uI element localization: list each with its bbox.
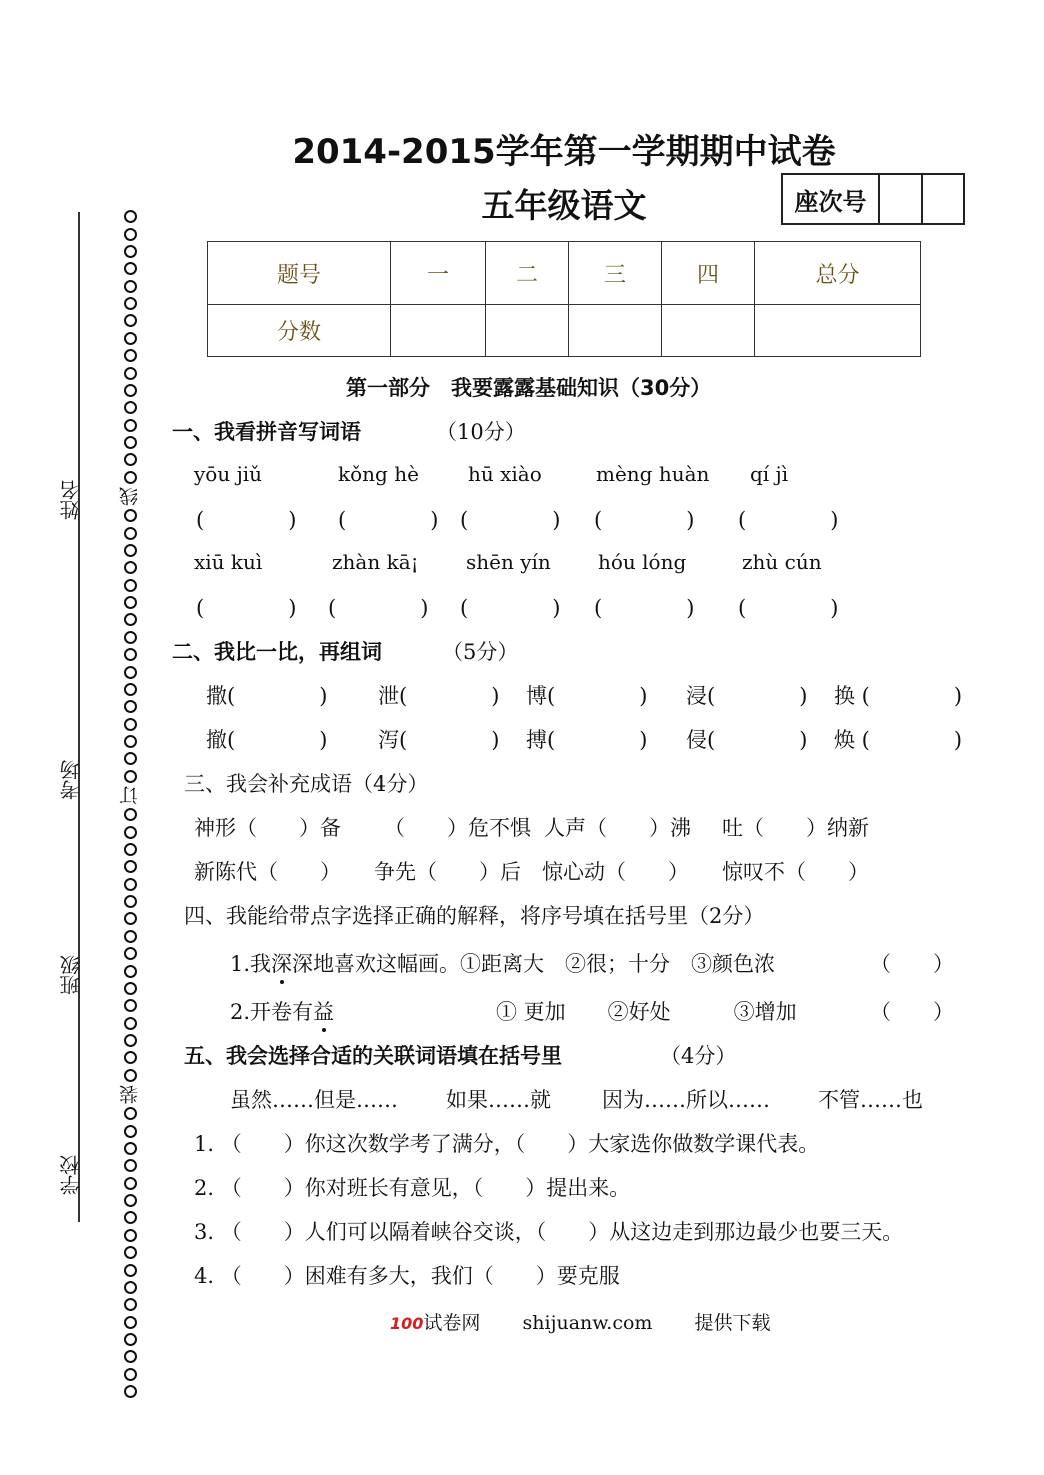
binding-char: 线: [119, 487, 141, 506]
idiom-item: 新陈代（ ）: [194, 860, 341, 884]
binding-circle: [124, 1211, 137, 1224]
score-header-cell: 二: [486, 242, 569, 305]
score-cell[interactable]: [391, 305, 486, 357]
word-item: 换 ( ): [834, 684, 963, 708]
binding-circle: [124, 1368, 137, 1381]
binding-circle-column: [119, 208, 141, 1400]
conjunction-option: 虽然……但是……: [230, 1088, 398, 1112]
binding-circle: [124, 1142, 137, 1155]
binding-circle: [124, 544, 137, 557]
pinyin: zhàn kā¡: [332, 550, 419, 574]
binding-circle: [124, 384, 137, 397]
question-5-score: （4分）: [660, 1044, 737, 1068]
question-3-heading: 三、我会补充成语（4分）: [184, 772, 429, 796]
binding-circle: [124, 1350, 137, 1363]
dotted-char: 深: [271, 948, 292, 978]
question-4-heading: 四、我能给带点字选择正确的解释，将序号填在括号里（2分）: [184, 904, 765, 928]
binding-circle: [124, 808, 137, 821]
idiom-item: 神形（ ）备: [194, 816, 341, 840]
binding-circle: [124, 1051, 137, 1064]
binding-circle: [124, 1333, 137, 1346]
binding-circle: [124, 878, 137, 891]
word-item: 撒( ): [206, 684, 328, 708]
answer-blank[interactable]: ( ): [196, 596, 297, 620]
binding-circle: [124, 947, 137, 960]
binding-circle: [124, 982, 137, 995]
binding-circle: [124, 1069, 137, 1082]
answer-blank[interactable]: ( ): [594, 508, 695, 532]
word-item: 焕 ( ): [834, 728, 963, 752]
page-title: 2014-2015学年第一学期期中试卷: [292, 132, 836, 172]
site-domain[interactable]: shijuanw.com: [522, 1312, 653, 1334]
question-1-heading: 一、我看拼音写词语: [172, 420, 361, 444]
binding-circle: [124, 314, 137, 327]
score-cell[interactable]: [755, 305, 921, 357]
pinyin: kǒng hè: [338, 462, 419, 486]
binding-circle: [124, 1177, 137, 1190]
binding-circle: [124, 683, 137, 696]
binding-circle: [124, 367, 137, 380]
exam-room-label: 考场: [59, 760, 83, 800]
pinyin: hóu lóng: [598, 550, 687, 574]
binding-circle: [124, 509, 137, 522]
question-1-score: （10分）: [436, 420, 526, 444]
page-subtitle: 五年级语文: [481, 186, 647, 225]
question-2-score: （5分）: [442, 640, 519, 664]
binding-circle: [124, 401, 137, 414]
binding-circle: [124, 826, 137, 839]
answer-blank[interactable]: ( ): [594, 596, 695, 620]
binding-circle: [124, 561, 137, 574]
pinyin: hū xiào: [468, 462, 542, 486]
binding-circle: [124, 280, 137, 293]
binding-circle: [124, 648, 137, 661]
score-row-label: 分数: [208, 305, 391, 357]
score-header-cell: 四: [662, 242, 755, 305]
binding-circle: [124, 262, 137, 275]
binding-circle: [124, 912, 137, 925]
binding-circle: [124, 666, 137, 679]
score-cell[interactable]: [486, 305, 569, 357]
binding-circle: [124, 245, 137, 258]
sentence-item: 2. （ ）你对班长有意见，（ ）提出来。: [194, 1176, 631, 1200]
binding-circle: [124, 770, 137, 783]
binding-circle: [124, 1159, 137, 1172]
site-logo: 100: [390, 1314, 424, 1333]
answer-blank[interactable]: （ ）: [870, 952, 954, 976]
binding-circle: [124, 1194, 137, 1207]
part-heading: 第一部分 我要露露基础知识（30分）: [346, 376, 712, 400]
idiom-item: 争先（ ）后: [374, 860, 521, 884]
word-item: 撤( ): [206, 728, 328, 752]
class-label: 班级: [59, 955, 83, 995]
sentence-item: 4. （ ）困难有多大，我们（ ）要克服: [194, 1264, 620, 1288]
binding-circle: [124, 700, 137, 713]
pinyin: yōu jiǔ: [194, 462, 263, 486]
pinyin: zhù cún: [742, 550, 822, 574]
score-header-cell: 题号: [208, 242, 391, 305]
binding-circle: [124, 1034, 137, 1047]
word-item: 搏( ): [526, 728, 648, 752]
binding-circle: [124, 718, 137, 731]
binding-circle: [124, 1264, 137, 1277]
pinyin: shēn yín: [466, 550, 551, 574]
question-2-heading: 二、我比一比，再组词: [172, 640, 382, 664]
school-label: 学校: [59, 1155, 83, 1195]
binding-circle: [124, 579, 137, 592]
site-name: 试卷网: [423, 1312, 481, 1334]
answer-blank[interactable]: ( ): [738, 508, 839, 532]
seat-number-cell[interactable]: [880, 175, 923, 223]
binding-circle: [124, 965, 137, 978]
binding-circle: [124, 999, 137, 1012]
answer-blank[interactable]: ( ): [196, 508, 297, 532]
conjunction-option: 如果……就: [446, 1088, 551, 1112]
idiom-item: 惊心动（ ）: [542, 860, 689, 884]
binding-circle: [124, 471, 137, 484]
binding-circle: [124, 453, 137, 466]
item-text: 1.我: [230, 952, 272, 976]
binding-circle: [124, 332, 137, 345]
binding-circle: [124, 613, 137, 626]
binding-line: [78, 212, 80, 1222]
dotted-char: 益: [313, 996, 334, 1026]
binding-circle: [124, 436, 137, 449]
pinyin: xiū kuì: [194, 550, 263, 574]
answer-blank[interactable]: ( ): [338, 508, 439, 532]
pinyin: qí jì: [750, 462, 789, 486]
seat-number-box: [781, 173, 965, 225]
answer-blank[interactable]: ( ): [460, 596, 561, 620]
binding-circle: [124, 735, 137, 748]
answer-blank[interactable]: ( ): [328, 596, 429, 620]
download-text: 提供下载: [694, 1312, 771, 1334]
conjunction-option: 不管……也: [818, 1088, 923, 1112]
binding-circle: [124, 228, 137, 241]
question-4-item-1: [230, 948, 775, 978]
question-4-item-2: [230, 996, 334, 1026]
answer-blank[interactable]: ( ): [460, 508, 561, 532]
binding-circle: [124, 631, 137, 644]
binding-circle: [124, 527, 137, 540]
binding-circle: [124, 1229, 137, 1242]
score-header-cell: 一: [391, 242, 486, 305]
item-text: 2.开卷有: [230, 1000, 314, 1024]
binding-circle: [124, 930, 137, 943]
binding-circle: [124, 1385, 137, 1398]
answer-blank[interactable]: （ ）: [870, 1000, 954, 1024]
name-label: 姓名: [59, 480, 83, 520]
binding-circle: [124, 1107, 137, 1120]
seat-number-cell[interactable]: [923, 175, 963, 223]
idiom-item: 惊叹不（ ）: [722, 860, 869, 884]
binding-circle: [124, 1298, 137, 1311]
binding-circle: [124, 419, 137, 432]
idiom-item: 吐（ ）纳新: [722, 816, 869, 840]
word-item: 浸( ): [686, 684, 808, 708]
binding-circle: [124, 860, 137, 873]
binding-circle: [124, 1017, 137, 1030]
binding-circle: [124, 596, 137, 609]
binding-char: 订: [119, 786, 141, 805]
score-header-cell: 总分: [755, 242, 921, 305]
binding-circle: [124, 752, 137, 765]
conjunction-option: 因为……所以……: [602, 1088, 770, 1112]
binding-circle: [124, 895, 137, 908]
answer-blank[interactable]: ( ): [738, 596, 839, 620]
binding-circle: [124, 349, 137, 362]
word-item: 侵( ): [686, 728, 808, 752]
word-item: 泄( ): [378, 684, 500, 708]
item-text: 深地喜欢这幅画。①距离大 ②很；十分 ③颜色浓: [292, 952, 776, 976]
binding-circle: [124, 1246, 137, 1259]
word-item: 泻( ): [378, 728, 500, 752]
binding-circle: [124, 297, 137, 310]
question-5-heading: 五、我会选择合适的关联词语填在括号里: [184, 1044, 562, 1068]
pinyin: mèng huàn: [596, 462, 710, 486]
footer: [390, 1308, 771, 1335]
score-header-cell: 三: [569, 242, 662, 305]
score-cell[interactable]: [662, 305, 755, 357]
binding-char: 装: [119, 1085, 141, 1104]
seat-number-label: 座次号: [783, 175, 880, 223]
binding-circle: [124, 1125, 137, 1138]
score-table: [207, 241, 921, 357]
binding-circle: [124, 843, 137, 856]
word-item: 博( ): [526, 684, 648, 708]
sentence-item: 1. （ ）你这次数学考了满分，（ ）大家选你做数学课代表。: [194, 1132, 820, 1156]
idiom-item: 人声（ ）沸: [544, 816, 691, 840]
binding-circle: [124, 1316, 137, 1329]
sentence-item: 3. （ ）人们可以隔着峡谷交谈，（ ）从这边走到那边最少也要三天。: [194, 1220, 904, 1244]
score-cell[interactable]: [569, 305, 662, 357]
binding-circle: [124, 1281, 137, 1294]
item-options: ① 更加 ②好处 ③增加: [496, 1000, 797, 1024]
idiom-item: （ ）危不惧: [384, 816, 531, 840]
